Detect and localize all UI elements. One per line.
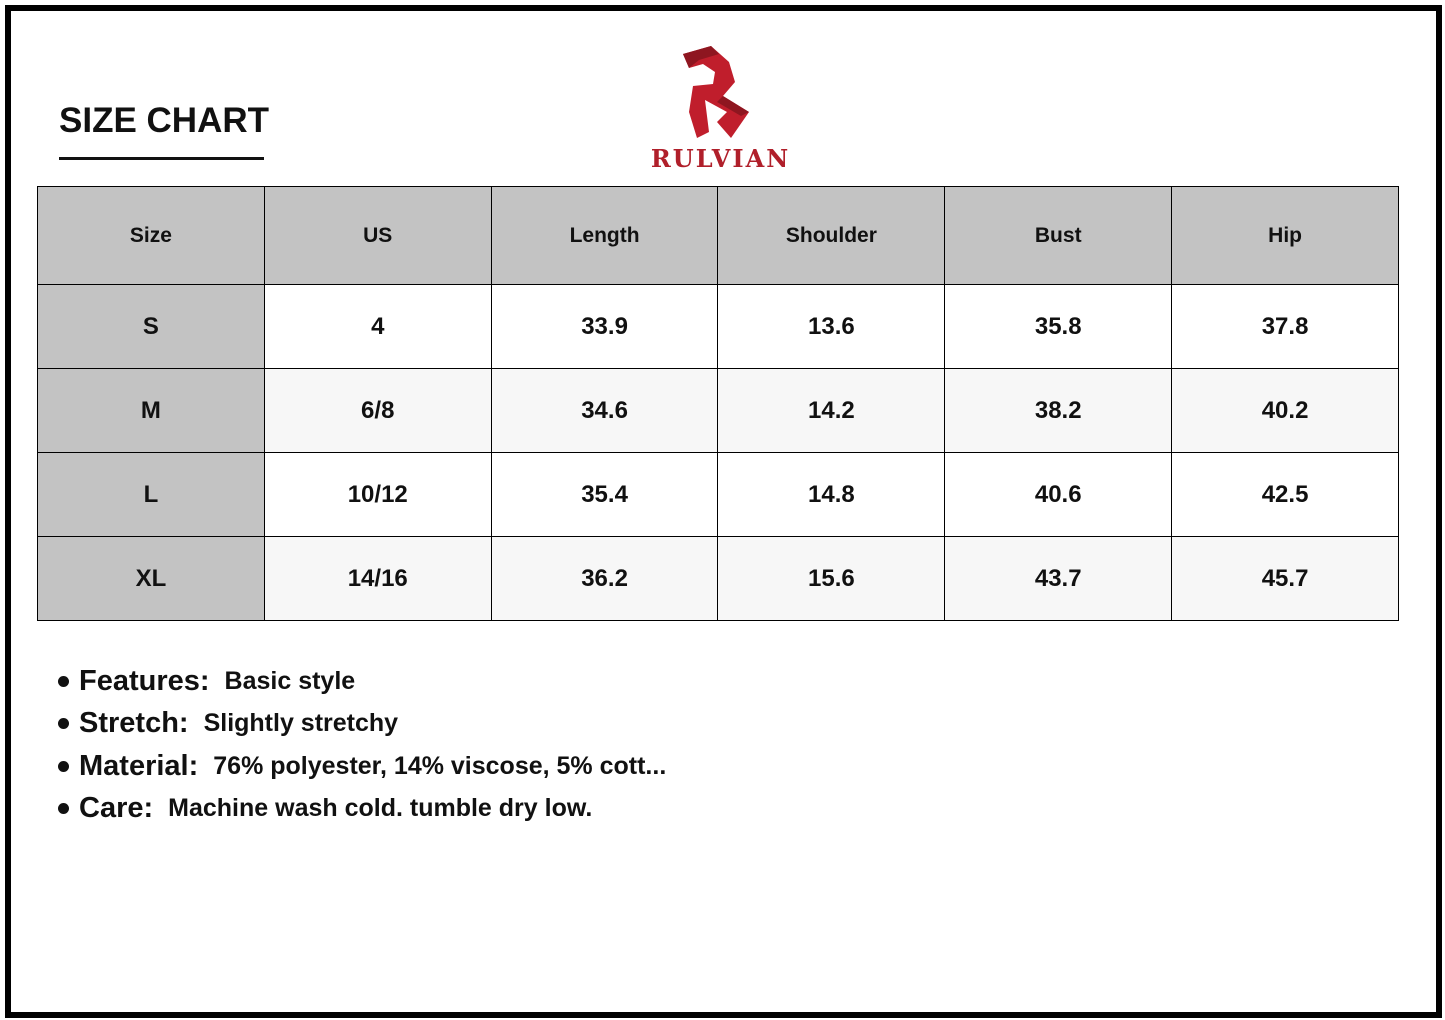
- table-cell: 42.5: [1172, 453, 1399, 537]
- r-monogram-icon: [673, 42, 765, 142]
- table-cell: 14/16: [264, 537, 491, 621]
- spec-item: [58, 660, 666, 703]
- column-header: Bust: [945, 187, 1172, 285]
- table-cell: 14.8: [718, 453, 945, 537]
- table-cell: 13.6: [718, 285, 945, 369]
- table-row: [38, 369, 1399, 453]
- column-header: Hip: [1172, 187, 1399, 285]
- table-cell: 15.6: [718, 537, 945, 621]
- size-cell: S: [38, 285, 265, 369]
- column-header: Shoulder: [718, 187, 945, 285]
- bullet-icon: [58, 676, 69, 687]
- table-cell: 35.8: [945, 285, 1172, 369]
- brand-wordmark: RULVIAN: [650, 144, 791, 173]
- spec-item: [58, 745, 666, 788]
- table-cell: 40.2: [1172, 369, 1399, 453]
- spec-value: 76% polyester, 14% viscose, 5% cott...: [213, 751, 667, 780]
- table-cell: 10/12: [264, 453, 491, 537]
- bullet-icon: [58, 761, 69, 772]
- table-cell: 4: [264, 285, 491, 369]
- spec-value: Slightly stretchy: [203, 709, 399, 738]
- table-cell: 35.4: [491, 453, 718, 537]
- size-cell: L: [38, 453, 265, 537]
- table-row: [38, 537, 1399, 621]
- size-cell: XL: [38, 537, 265, 621]
- bullet-icon: [58, 718, 69, 729]
- brand-logo: [633, 42, 808, 182]
- table-cell: 38.2: [945, 369, 1172, 453]
- table-cell: 36.2: [491, 537, 718, 621]
- spec-item: [58, 703, 666, 746]
- table-cell: 14.2: [718, 369, 945, 453]
- table-cell: 40.6: [945, 453, 1172, 537]
- title-underline: [59, 157, 264, 160]
- bullet-icon: [58, 803, 69, 814]
- table-row: [38, 285, 1399, 369]
- page-title: SIZE CHART: [59, 101, 269, 140]
- spec-label: Care:: [79, 792, 154, 825]
- table-row: [38, 453, 1399, 537]
- spec-label: Features:: [79, 664, 210, 697]
- table-cell: 37.8: [1172, 285, 1399, 369]
- table-cell: 45.7: [1172, 537, 1399, 621]
- spec-value: Basic style: [224, 666, 356, 695]
- size-table: [37, 186, 1399, 621]
- table-cell: 6/8: [264, 369, 491, 453]
- table-header-row: [38, 187, 1399, 285]
- column-header: Length: [491, 187, 718, 285]
- table-cell: 34.6: [491, 369, 718, 453]
- size-cell: M: [38, 369, 265, 453]
- column-header: Size: [38, 187, 265, 285]
- table-cell: 43.7: [945, 537, 1172, 621]
- spec-label: Material:: [79, 749, 199, 782]
- column-header: US: [264, 187, 491, 285]
- spec-label: Stretch:: [79, 707, 189, 740]
- table-cell: 33.9: [491, 285, 718, 369]
- spec-item: [58, 788, 666, 831]
- product-specs-list: [58, 660, 666, 830]
- spec-value: Machine wash cold. tumble dry low.: [168, 794, 593, 823]
